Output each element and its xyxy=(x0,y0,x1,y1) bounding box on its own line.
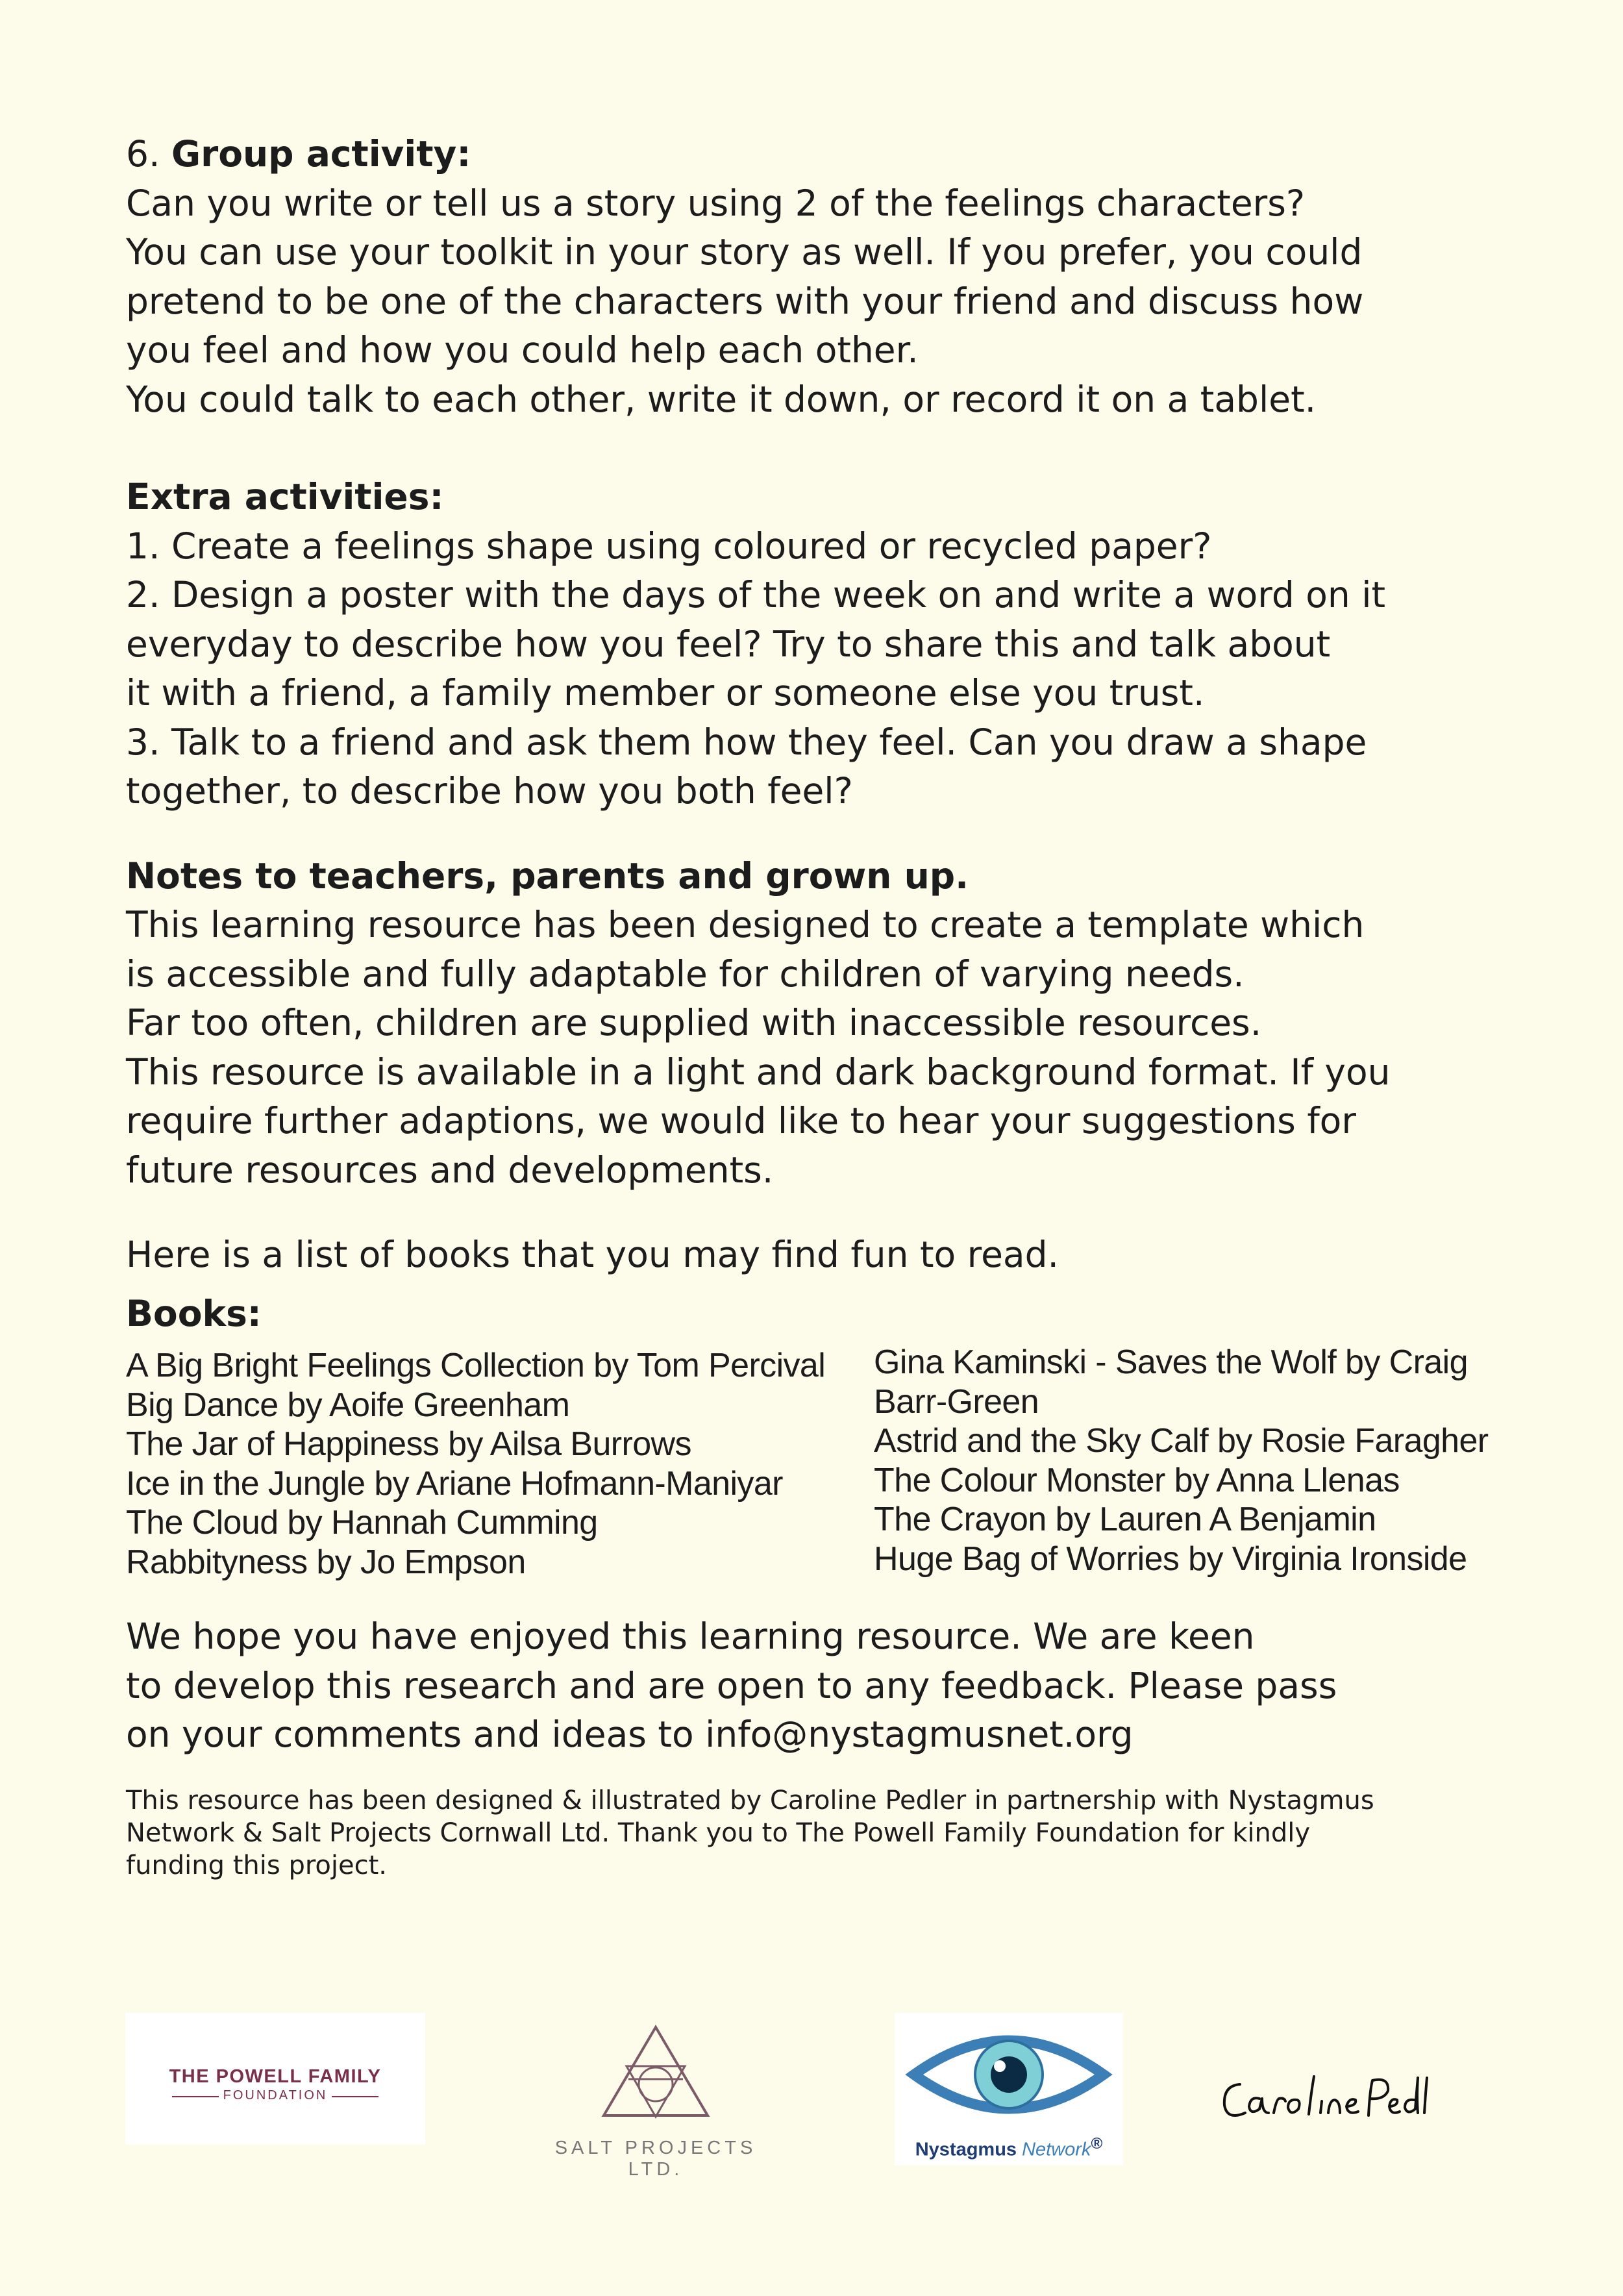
book-item: The Colour Monster by Anna Llenas xyxy=(874,1461,1400,1499)
extra-activities-line: it with a friend, a family member or someone else you trust. xyxy=(126,672,1205,714)
network-logo-word: Network xyxy=(1022,2139,1091,2160)
closing-line: on your comments and ideas to info@nystagmusnet.org xyxy=(126,1714,1134,1755)
nystagmus-logo-text xyxy=(895,2135,1123,2161)
extra-activities-line: together, to describe how you both feel? xyxy=(126,770,853,812)
extra-activities-line: 2. Design a poster with the days of the week on and write a word on it xyxy=(126,574,1386,616)
registered-mark: ® xyxy=(1091,2135,1103,2152)
book-item: Astrid and the Sky Calf by Rosie Faragher xyxy=(874,1422,1489,1460)
book-item: Rabbityness by Jo Empson xyxy=(126,1543,526,1581)
group-activity-line: You could talk to each other, write it down, or record it on a tablet. xyxy=(126,378,1317,420)
page-content xyxy=(126,130,1522,1882)
notes-line: This learning resource has been designed to create a template which xyxy=(126,904,1365,945)
credits-line: This resource has been designed & illustrated by Caroline Pedler in partnership with Nystagmus xyxy=(126,1785,1374,1816)
powell-logo-foundation: FOUNDATION xyxy=(223,2088,328,2103)
notes-line: future resources and developments. xyxy=(126,1149,774,1191)
book-list-right xyxy=(874,1343,1523,1578)
group-activity-line: you feel and how you could help each other. xyxy=(126,329,919,371)
notes-line: This resource is available in a light and dark background format. If you xyxy=(126,1051,1391,1093)
book-item: Huge Bag of Worries by Virginia Ironside xyxy=(874,1540,1467,1578)
book-item: The Cloud by Hannah Cumming xyxy=(126,1504,598,1541)
book-item: Big Dance by Aoife Greenham xyxy=(126,1386,570,1424)
salt-logo-text: SALT PROJECTS LTD. xyxy=(554,2138,757,2180)
extra-activities-line: everyday to describe how you feel? Try to share this and talk about xyxy=(126,623,1331,665)
notes-line: is accessible and fully adaptable for children of varying needs. xyxy=(126,953,1245,995)
group-activity-title: Group activity: xyxy=(171,133,471,175)
closing-line: We hope you have enjoyed this learning resource. We are keen xyxy=(126,1616,1255,1657)
powell-logo-rule-right xyxy=(332,2096,378,2097)
salt-triangle-icon xyxy=(532,2019,779,2130)
extra-activities-line: 3. Talk to a friend and ask them how they feel. Can you draw a shape xyxy=(126,721,1367,763)
credits-line: Network & Salt Projects Cornwall Ltd. Thank you to The Powell Family Foundation for kindly xyxy=(126,1817,1311,1848)
group-activity-number: 6. xyxy=(126,133,160,175)
book-item: Barr-Green xyxy=(874,1382,1039,1421)
caroline-pedler-signature xyxy=(1214,2058,1428,2130)
notes-title: Notes to teachers, parents and grown up. xyxy=(126,855,969,897)
eye-icon xyxy=(895,2013,1123,2130)
notes-line: require further adaptions, we would like to hear your suggestions for xyxy=(126,1100,1356,1142)
powell-logo-name: THE POWELL FAMILY xyxy=(169,2066,382,2087)
group-activity-line: You can use your toolkit in your story as well. If you prefer, you could xyxy=(126,231,1363,273)
closing-line: to develop this research and are open to any feedback. Please pass xyxy=(126,1664,1337,1706)
nystagmus-logo-word: Nystagmus xyxy=(915,2139,1017,2160)
group-activity-line: pretend to be one of the characters with your friend and discuss how xyxy=(126,280,1364,322)
notes-line: Far too often, children are supplied with inaccessible resources. xyxy=(126,1002,1262,1043)
salt-projects-logo xyxy=(532,2019,779,2180)
book-item: The Crayon by Lauren A Benjamin xyxy=(874,1501,1376,1538)
book-item: Ice in the Jungle by Ariane Hofmann-Maniyar xyxy=(126,1464,783,1503)
book-item: Gina Kaminski - Saves the Wolf by Craig xyxy=(874,1343,1468,1381)
books-title: Books: xyxy=(126,1292,262,1334)
powell-family-foundation-logo xyxy=(125,2013,425,2145)
book-list xyxy=(126,1340,1522,1599)
book-item: A Big Bright Feelings Collection by Tom Percival xyxy=(126,1347,826,1384)
group-activity-heading xyxy=(126,130,1522,179)
book-list-left xyxy=(126,1346,825,1582)
books-intro: Here is a list of books that you may find fun to read. xyxy=(126,1234,1059,1275)
book-item: The Jar of Happiness by Ailsa Burrows xyxy=(126,1425,691,1463)
credits-line: funding this project. xyxy=(126,1850,387,1880)
extra-activities-line: 1. Create a feelings shape using coloured or recycled paper? xyxy=(126,525,1212,567)
extra-activities-title: Extra activities: xyxy=(126,476,444,518)
group-activity-line: Can you write or tell us a story using 2 of the feelings characters? xyxy=(126,182,1306,224)
nystagmus-network-logo xyxy=(895,2013,1123,2165)
